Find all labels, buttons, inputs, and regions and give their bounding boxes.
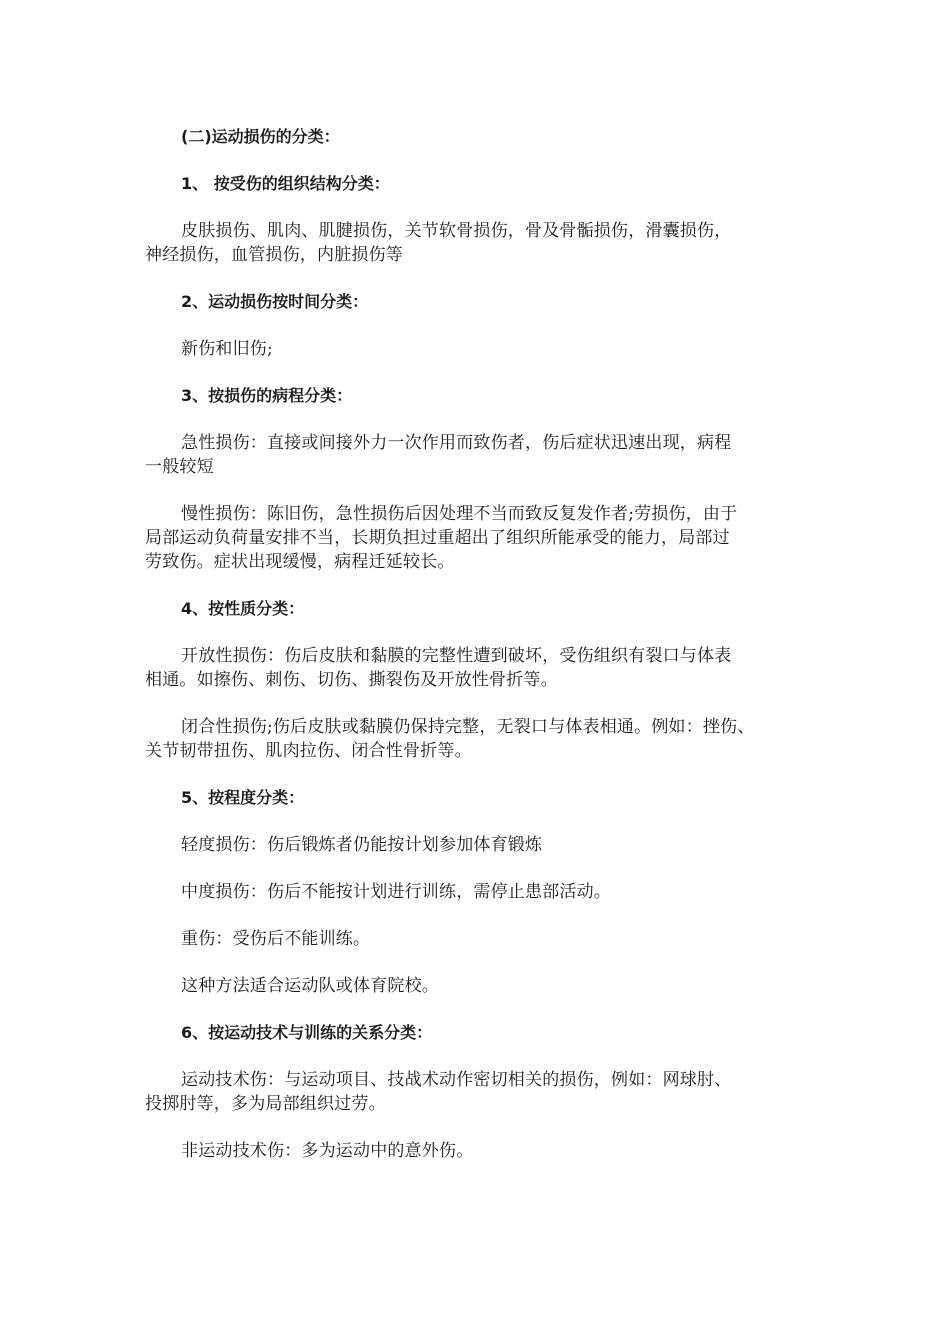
subsection-heading-4: 4、按性质分类： [181, 599, 305, 618]
paragraph [145, 219, 825, 267]
paragraph-line: 皮肤损伤、肌肉、肌腱损伤，关节软骨损伤，骨及骨骺损伤，滑囊损伤， [181, 221, 732, 241]
paragraph-line: 一般较短 [145, 457, 214, 477]
paragraph-line: 神经损伤，血管损伤，内脏损伤等 [145, 245, 403, 265]
paragraph [145, 431, 825, 479]
paragraph-line: 非运动技术伤：多为运动中的意外伤。 [181, 1141, 474, 1161]
paragraph [145, 337, 825, 361]
paragraph [145, 833, 825, 857]
paragraph-line: 开放性损伤：伤后皮肤和黏膜的完整性遭到破坏，受伤组织有裂口与体表 [181, 646, 732, 666]
subsection-heading-2: 2、运动损伤按时间分类： [181, 292, 369, 311]
document-page [145, 125, 825, 1163]
paragraph-line: 慢性损伤：陈旧伤，急性损伤后因处理不当而致反复发作者;劳损伤，由于 [181, 504, 738, 524]
paragraph-line: 相通。如擦伤、刺伤、切伤、撕裂伤及开放性骨折等。 [145, 670, 558, 690]
paragraph [145, 644, 825, 692]
subsection-heading-1: 1、 按受伤的组织结构分类： [181, 174, 390, 193]
paragraph-line: 这种方法适合运动队或体育院校。 [181, 976, 439, 996]
paragraph [145, 502, 825, 574]
section-heading: (二)运动损伤的分类： [181, 127, 340, 146]
paragraph-line: 闭合性损伤;伤后皮肤或黏膜仍保持完整，无裂口与体表相通。例如：挫伤、 [181, 717, 755, 737]
paragraph [145, 974, 825, 998]
paragraph-line: 中度损伤：伤后不能按计划进行训练，需停止患部活动。 [181, 882, 611, 902]
subsection-heading-6: 6、按运动技术与训练的关系分类： [181, 1023, 433, 1042]
paragraph-line: 新伤和旧伤; [181, 339, 273, 359]
paragraph-line: 劳致伤。症状出现缓慢，病程迁延较长。 [145, 552, 455, 572]
paragraph-line: 关节韧带扭伤、肌肉拉伤、闭合性骨折等。 [145, 741, 472, 761]
paragraph [145, 927, 825, 951]
paragraph-line: 投掷肘等，多为局部组织过劳。 [145, 1094, 386, 1114]
paragraph-line: 重伤：受伤后不能训练。 [181, 929, 371, 949]
paragraph-line: 局部运动负荷量安排不当，长期负担过重超出了组织所能承受的能力，局部过 [145, 528, 730, 548]
subsection-heading-5: 5、按程度分类： [181, 788, 305, 807]
paragraph [145, 880, 825, 904]
paragraph-line: 轻度损伤：伤后锻炼者仍能按计划参加体育锻炼 [181, 835, 543, 855]
subsection-heading-3: 3、按损伤的病程分类： [181, 386, 353, 405]
paragraph [145, 715, 825, 763]
paragraph-line: 运动技术伤：与运动项目、技战术动作密切相关的损伤，例如：网球肘、 [181, 1070, 732, 1090]
paragraph-line: 急性损伤：直接或间接外力一次作用而致伤者，伤后症状迅速出现，病程 [181, 433, 732, 453]
paragraph [145, 1139, 825, 1163]
paragraph [145, 1068, 825, 1116]
